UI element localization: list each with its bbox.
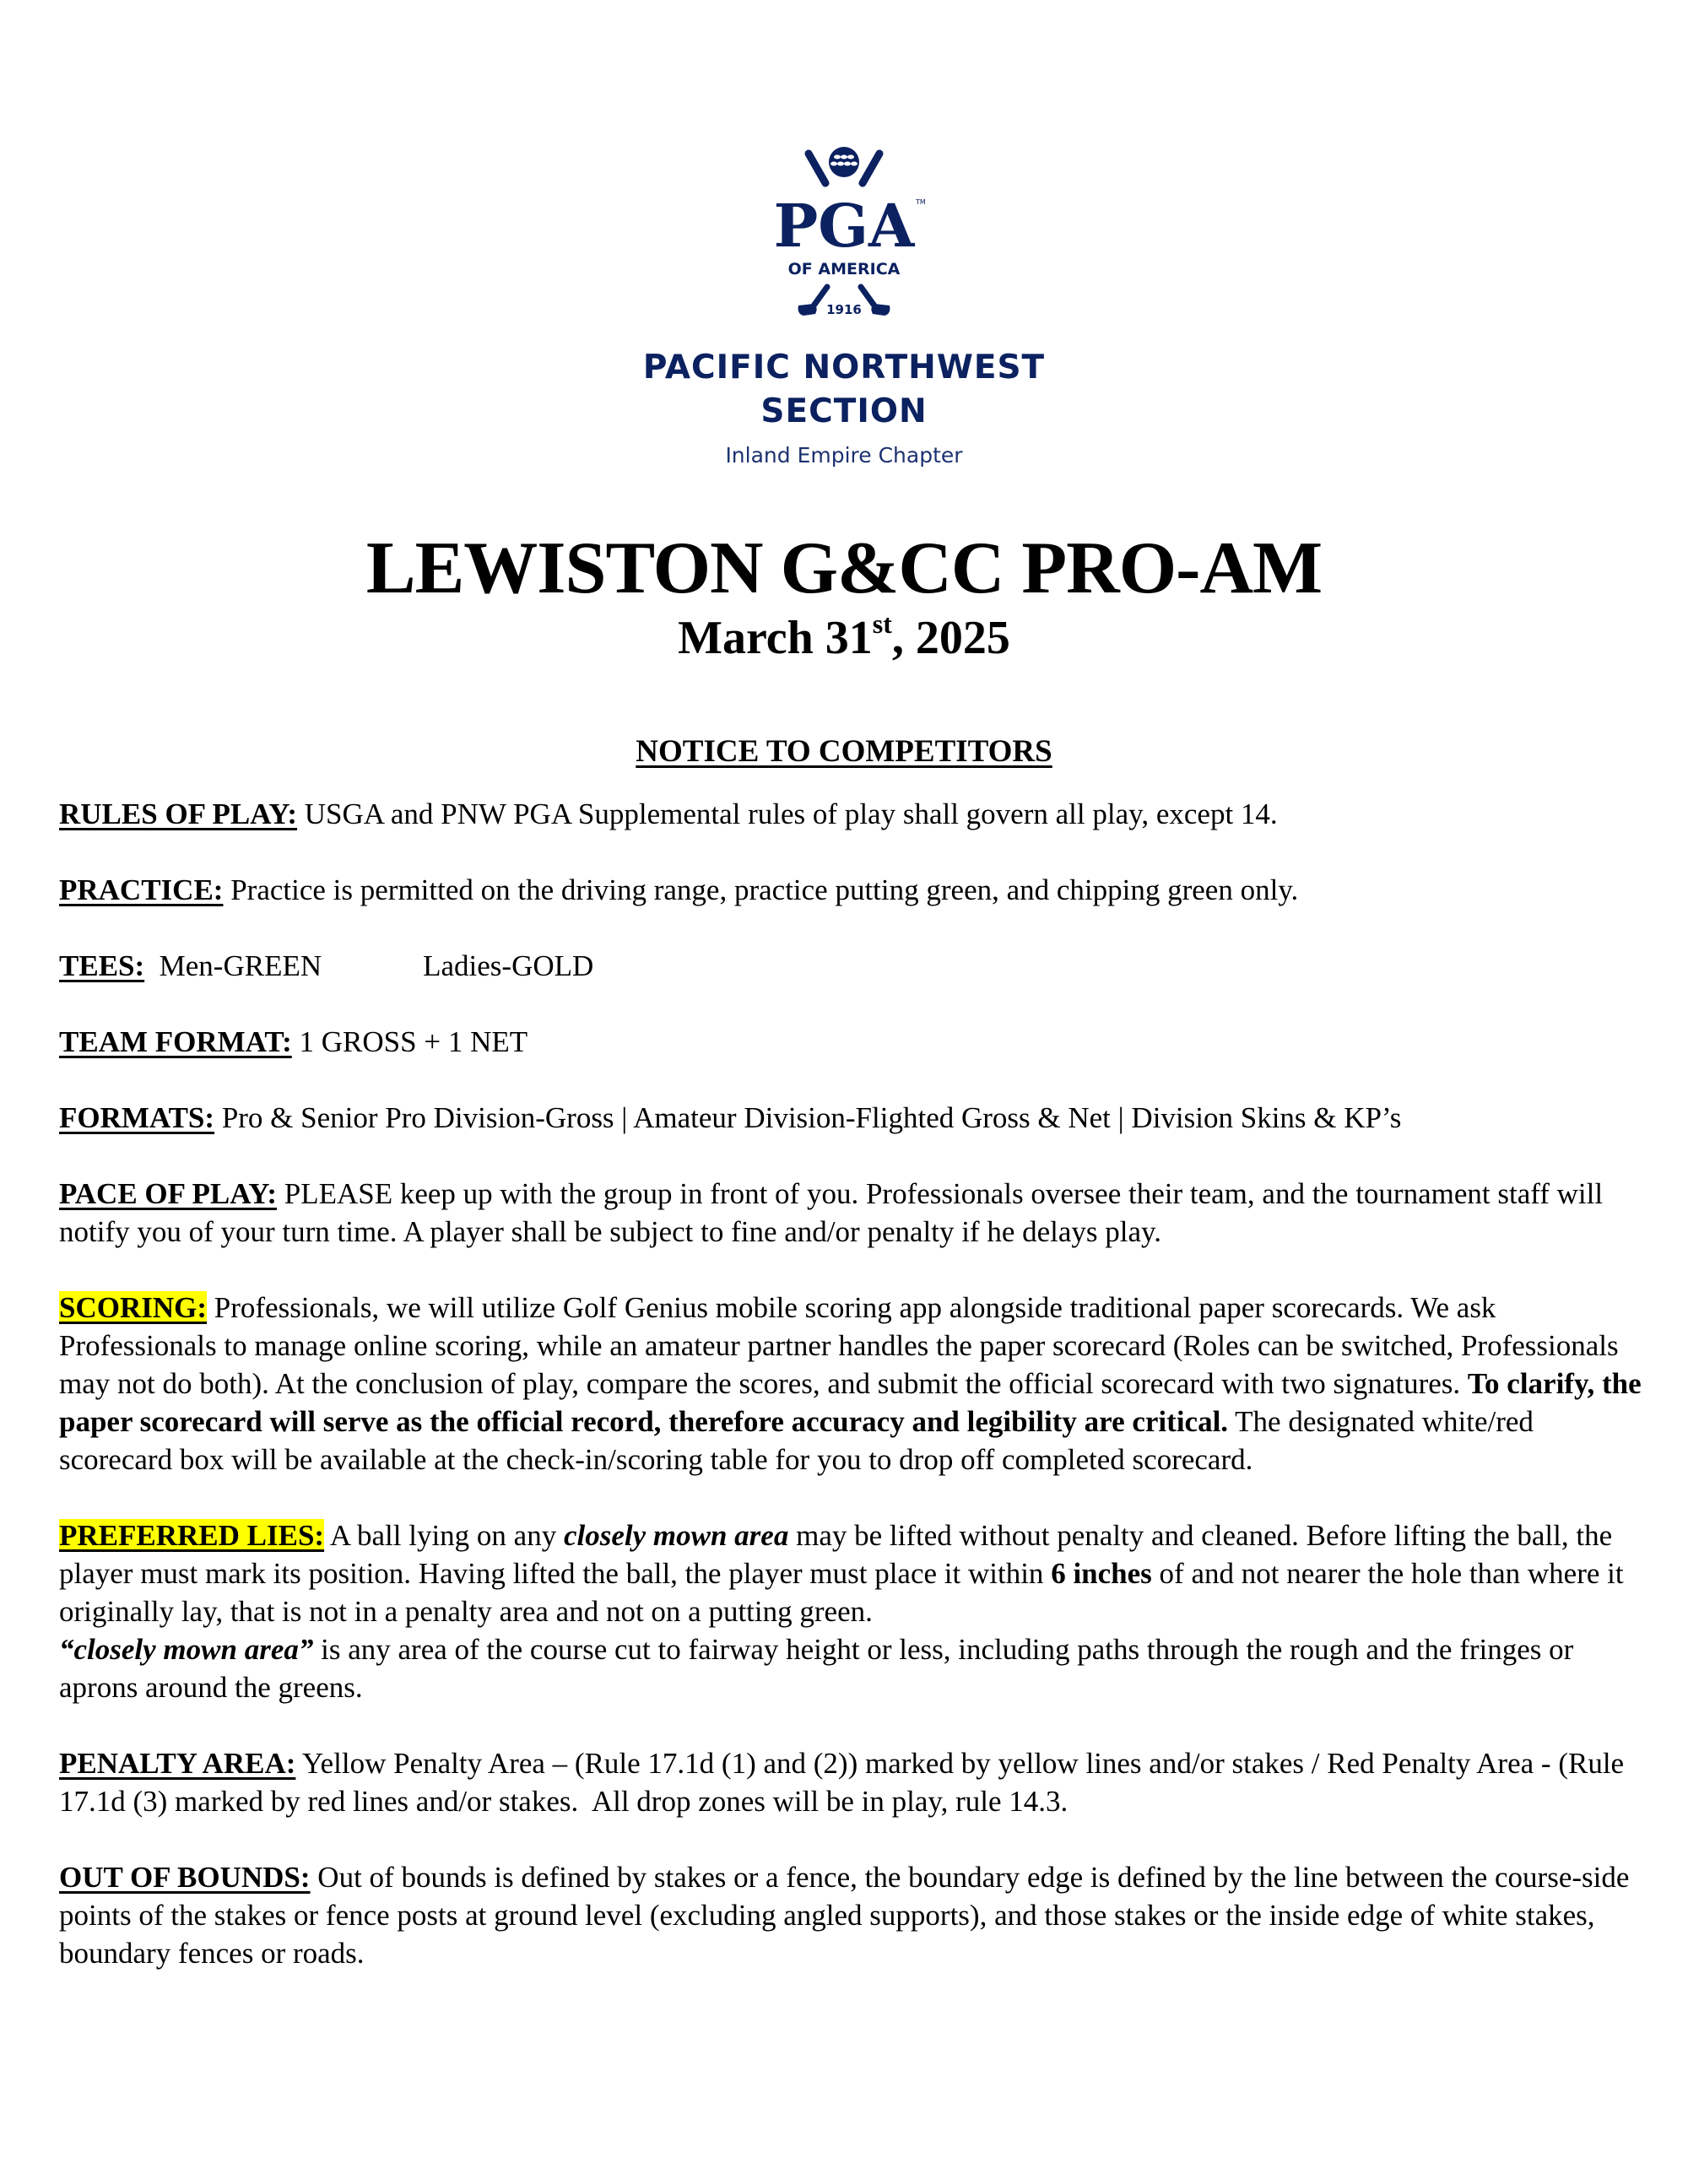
section-label: OUT OF BOUNDS: [59,1861,311,1894]
emphasis-text: To clarify, the paper scorecard will serve as the official record, therefore accuracy and legibility are critical. [59,1367,1642,1438]
section-label: RULES OF PLAY: [59,797,298,830]
practice-section: PRACTICE: Practice is permitted on the driving range, practice putting green, and chipping green only. [59,873,1299,906]
pace-of-play-section: PACE OF PLAY: PLEASE keep up with the group in front of you. Professionals oversee their team, and the tournament staff will notify you of your turn time. A player shall be subject to fine and/or penalty if he delays play. [59,1177,1604,1248]
chapter-name: Inland Empire Chapter [725,443,963,468]
section-name-line1: PACIFIC NORTHWEST [642,349,1046,387]
formats-section: FORMATS: Pro & Senior Pro Division-Gross | Amateur Division-Flighted Gross & Net | Division Skins & KP’s [59,1101,1402,1134]
team-format-section: TEAM FORMAT: 1 GROSS + 1 NET [59,1025,528,1058]
golf-ball-icon [829,147,859,177]
section-name-line2: SECTION [760,392,928,430]
notice-heading: NOTICE TO COMPETITORS [636,734,1052,769]
section-label-highlighted: PREFERRED LIES: [59,1519,325,1552]
rules-of-play-section: RULES OF PLAY: USGA and PNW PGA Supplemental rules of play shall govern all play, except 14. [59,797,1278,830]
svg-text:OF AMERICA: OF AMERICA [787,260,901,278]
section-label: TEES: [59,949,145,982]
section-label: PRACTICE: [59,873,224,906]
svg-text:1916: 1916 [826,302,862,317]
emphasis-text: 6 inches [1051,1557,1152,1590]
section-label-highlighted: SCORING: [59,1291,208,1324]
section-label: FORMATS: [59,1101,215,1134]
event-date: March 31st, 2025 [678,608,1010,664]
ladies-tees: Ladies-GOLD [423,949,594,982]
defined-term: “closely mown area” [59,1633,314,1666]
defined-term: closely mown area [563,1519,789,1552]
crossed-clubs-icon [743,145,945,322]
penalty-area-section: PENALTY AREA: Yellow Penalty Area – (Rule 17.1d (1) and (2)) marked by yellow lines and/or stakes / Red Penalty Area - (Rule 17.1d (3) marked by red lines and/or stakes. All drop zones will be in play, rule 14.3. [59,1747,1631,1818]
svg-text:PGA: PGA [773,191,915,261]
section-label: PACE OF PLAY: [59,1177,277,1210]
rules-body [59,795,1646,1972]
section-label: TEAM FORMAT: [59,1025,292,1058]
out-of-bounds-section: OUT OF BOUNDS: Out of bounds is defined by stakes or a fence, the boundary edge is defined by the line between the course-side points of the stakes or fence posts at ground level (excluding angled supports), and those stakes or the inside edge of white stakes, boundary fences or roads. [59,1861,1630,1970]
page-title: LEWISTON G&CC PRO-AM [365,527,1323,609]
svg-text:TM: TM [916,198,926,206]
men-tees: Men-GREEN [144,949,322,982]
section-label: PENALTY AREA: [59,1747,296,1780]
preferred-lies-section: PREFERRED LIES: A ball lying on any closely mown area may be lifted without penalty and cleaned. Before lifting the ball, the player must mark its position. Having lifted the ball, the player must place it within 6 inches of and not nearer the hole than where it originally lay, that is not in a penalty area and not on a putting green. “closely mown area” is any area of the course cut to fairway height or less, including paths through the rough and the fringes or aprons around the greens. [59,1519,1624,1704]
date-ordinal-suffix: st [872,608,892,639]
scoring-section: SCORING: Professionals, we will utilize Golf Genius mobile scoring app alongside traditional paper scorecards. We ask Professionals to manage online scoring, while an amateur partner handles the paper scorecard (Roles can be switched, Professionals may not do both). At the conclusion of play, compare the scores, and submit the official scorecard with two signatures. To clarify, the paper scorecard will serve as the official record, therefore accuracy and legibility are critical. The designated white/red scorecard box will be available at the check-in/scoring table for you to drop off completed scorecard. [59,1291,1642,1476]
pga-of-america-emblem [743,145,945,322]
tees-section [59,947,1646,985]
